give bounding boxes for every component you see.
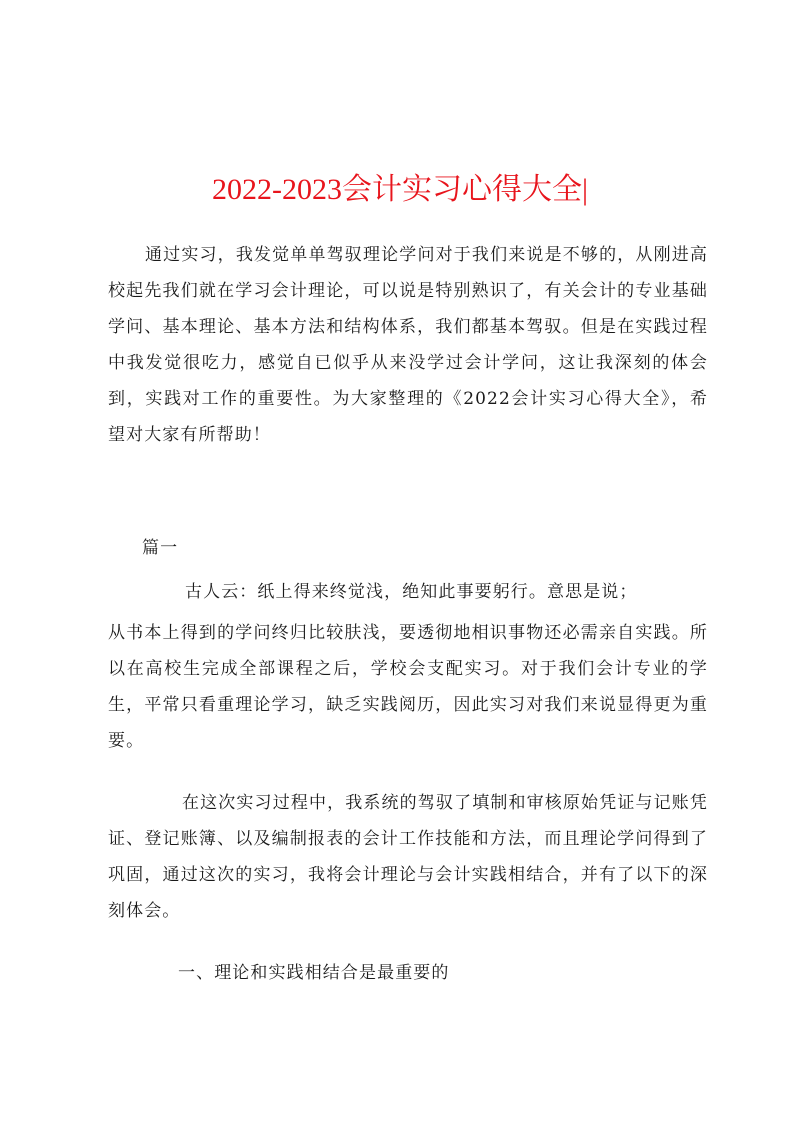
document-title: 2022-2023会计实习心得大全| [212,173,588,206]
book-paragraph: 从书本上得到的学问终归比较肤浅，要透彻地相识事物还必需亲自实践。所以在高校生完成全部课程之后，学校会支配实习。对于我们会计专业的学生，平常只看重理论学习，缺乏实践阅历，因此实习对我们来说显得更为重要。 [108,623,708,751]
quote-line: 古人云：纸上得来终觉浅，绝知此事要躬行。意思是说； [185,582,638,602]
part-heading: 篇一 [142,538,179,558]
intro-paragraph: 通过实习，我发觉单单驾驭理论学问对于我们来说是不够的，从刚进高校起先我们就在学习会计理论，可以说是特别熟识了，有关会计的专业基础学问、基本理论、基本方法和结构体系，我们都基本驾驭。但是在实践过程中我发觉很吃力，感觉自已似乎从来没学过会计学问，这让我深刻的体会到，实践对工作的重要性。为大家整理的《2022会计实习心得大全》，希望对大家有所帮助！ [108,245,708,445]
section-heading: 一、理论和实践相结合是最重要的 [178,963,450,983]
internship-paragraph: 在这次实习过程中，我系统的驾驭了填制和审核原始凭证与记账凭证、登记账簿、以及编制报表的会计工作技能和方法，而且理论学问得到了巩固，通过这次的实习，我将会计理论与会计实践相结合，并有了以下的深刻体会。 [108,793,708,921]
